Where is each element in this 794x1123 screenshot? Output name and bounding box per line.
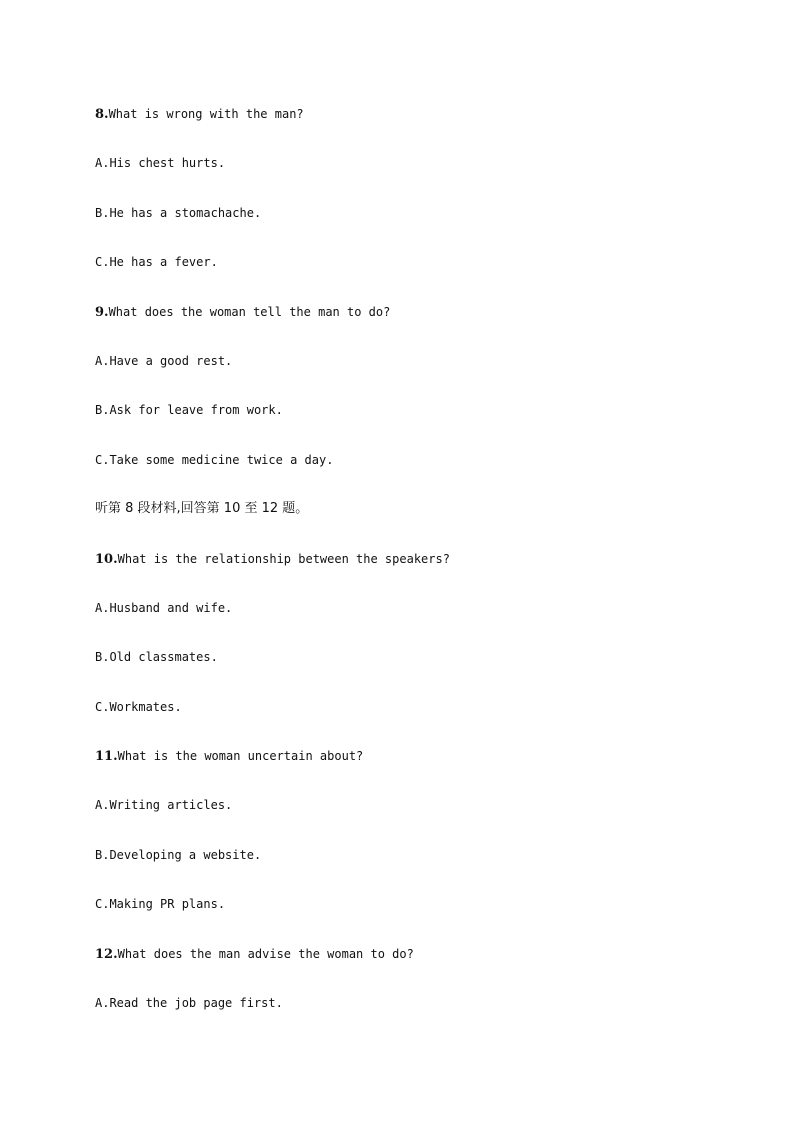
question-8 bbox=[95, 104, 735, 153]
option-letter: A. bbox=[95, 798, 110, 813]
question-number: 12. bbox=[95, 946, 118, 962]
option-11c bbox=[95, 894, 735, 943]
option-text: Husband and wife. bbox=[109, 600, 233, 615]
option-12a bbox=[95, 993, 735, 1042]
option-text: Old classmates. bbox=[109, 650, 218, 665]
option-8b bbox=[95, 203, 735, 252]
option-10a bbox=[95, 598, 735, 647]
option-10b bbox=[95, 647, 735, 696]
option-9a bbox=[95, 351, 735, 400]
option-8c bbox=[95, 252, 735, 301]
question-number: 10. bbox=[95, 551, 118, 567]
question-text: What does the woman tell the man to do? bbox=[108, 304, 391, 319]
option-letter: C. bbox=[95, 699, 110, 714]
option-11a bbox=[95, 795, 735, 844]
option-letter: C. bbox=[95, 897, 110, 912]
option-letter: A. bbox=[95, 996, 110, 1011]
option-9b bbox=[95, 400, 735, 449]
option-letter: C. bbox=[95, 452, 110, 467]
question-number: 9. bbox=[95, 304, 109, 320]
option-text: Have a good rest. bbox=[109, 353, 233, 368]
question-9 bbox=[95, 302, 735, 351]
option-text: He has a stomachache. bbox=[109, 205, 262, 220]
option-text: Ask for leave from work. bbox=[109, 403, 283, 418]
option-11b bbox=[95, 845, 735, 894]
option-letter: C. bbox=[95, 255, 110, 270]
question-text: What is the relationship between the speakers? bbox=[117, 551, 450, 566]
question-12 bbox=[95, 944, 735, 993]
question-text: What is the woman uncertain about? bbox=[117, 749, 364, 764]
option-letter: B. bbox=[95, 847, 110, 862]
option-text: His chest hurts. bbox=[109, 156, 226, 171]
option-letter: B. bbox=[95, 205, 110, 220]
option-letter: B. bbox=[95, 650, 110, 665]
option-text: Read the job page first. bbox=[109, 996, 283, 1011]
option-text: He has a fever. bbox=[109, 255, 218, 270]
question-text: What does the man advise the woman to do? bbox=[117, 946, 414, 961]
option-letter: A. bbox=[95, 353, 110, 368]
option-text: Workmates. bbox=[109, 699, 182, 714]
question-list bbox=[95, 104, 735, 1042]
option-text: Developing a website. bbox=[109, 847, 262, 862]
option-9c bbox=[95, 450, 735, 499]
question-11 bbox=[95, 746, 735, 795]
question-text: What is wrong with the man? bbox=[108, 107, 304, 121]
question-10 bbox=[95, 549, 735, 598]
option-text: Making PR plans. bbox=[109, 897, 226, 912]
option-letter: B. bbox=[95, 403, 110, 418]
option-10c bbox=[95, 697, 735, 746]
question-number: 11. bbox=[95, 749, 118, 765]
question-number: 8. bbox=[95, 107, 109, 122]
option-text: Take some medicine twice a day. bbox=[109, 452, 334, 467]
section-instruction: 听第 8 段材料,回答第 10 至 12 题。 bbox=[95, 501, 309, 517]
option-letter: A. bbox=[95, 600, 110, 615]
option-letter: A. bbox=[95, 156, 110, 171]
option-8a bbox=[95, 153, 735, 202]
option-text: Writing articles. bbox=[109, 798, 233, 813]
